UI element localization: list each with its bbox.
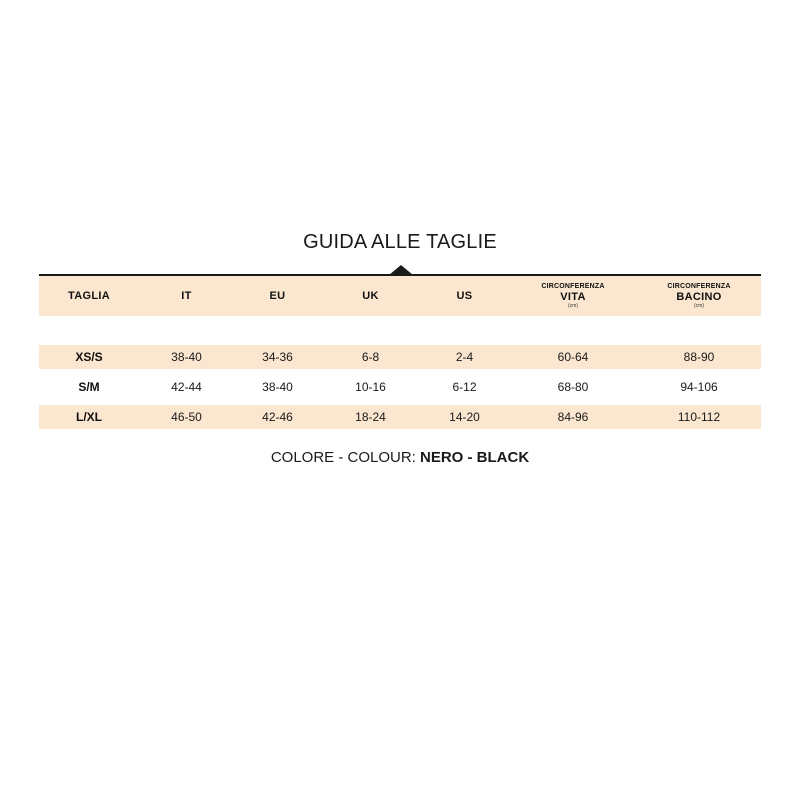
- cell-bacino: 110-112: [677, 410, 721, 424]
- cell-uk: 6-8: [361, 350, 380, 364]
- header-vita-top: CIRCONFERENZA: [541, 283, 605, 290]
- header-bacino-main: BACINO: [676, 291, 722, 303]
- size-label: S/M: [78, 380, 100, 394]
- cell-eu: 42-46: [262, 410, 293, 424]
- cell-vita: 84-96: [557, 410, 589, 424]
- table-row: [39, 405, 761, 429]
- cell-it: 38-40: [171, 350, 202, 364]
- table-row: [39, 375, 761, 399]
- header-us: US: [456, 290, 473, 302]
- table-row: [39, 345, 761, 369]
- header-bacino-top: CIRCONFERENZA: [667, 283, 731, 290]
- header-taglia: TAGLIA: [68, 290, 110, 302]
- cell-bacino: 88-90: [683, 350, 715, 364]
- cell-vita: 68-80: [557, 380, 589, 394]
- cell-uk: 10-16: [355, 380, 386, 394]
- cell-us: 2-4: [455, 350, 474, 364]
- header-vita: [513, 276, 633, 316]
- colour-prefix: COLORE - COLOUR:: [270, 449, 420, 466]
- header-it: IT: [181, 290, 192, 302]
- cell-eu: 38-40: [262, 380, 293, 394]
- cell-vita: 60-64: [557, 350, 589, 364]
- size-label: L/XL: [76, 410, 102, 424]
- cell-us: 6-12: [452, 380, 477, 394]
- cell-uk: 18-24: [355, 410, 386, 424]
- cell-bacino: 94-106: [680, 380, 718, 394]
- header-vita-main: VITA: [560, 291, 586, 303]
- size-label: XS/S: [75, 350, 103, 364]
- header-uk: UK: [362, 290, 379, 302]
- cell-it: 46-50: [171, 410, 202, 424]
- cell-us: 14-20: [449, 410, 480, 424]
- header-vita-unit: (cm): [568, 303, 578, 309]
- header-eu: EU: [269, 290, 286, 302]
- cell-it: 42-44: [171, 380, 202, 394]
- colour-info: [0, 448, 800, 468]
- header-bacino-unit: (cm): [694, 303, 704, 309]
- cell-eu: 34-36: [262, 350, 293, 364]
- page-title: GUIDA ALLE TAGLIE: [303, 231, 497, 253]
- size-table-header: [39, 276, 761, 316]
- header-bacino: [639, 276, 759, 316]
- colour-value: NERO - BLACK: [420, 449, 530, 466]
